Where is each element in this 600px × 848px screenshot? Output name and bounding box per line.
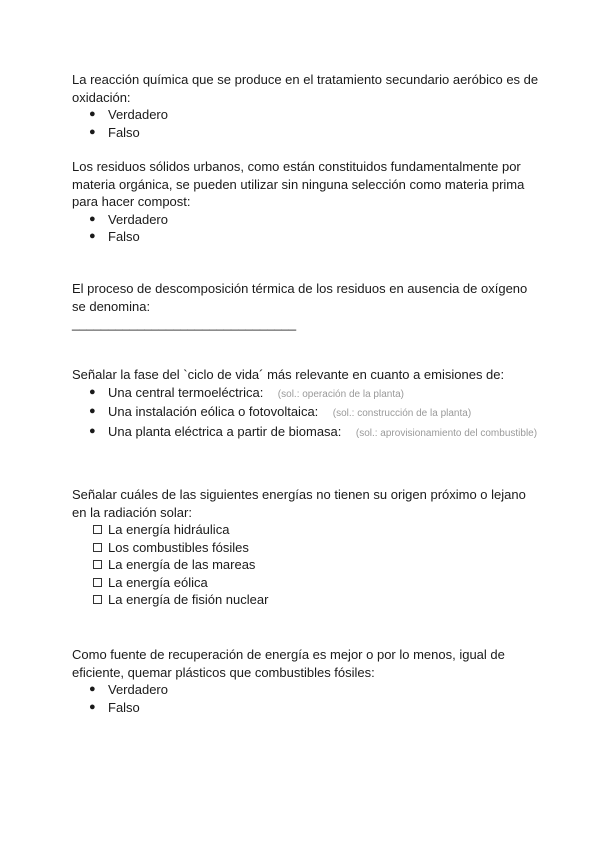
checkbox-item[interactable]: La energía eólica [72, 574, 542, 592]
checkbox-icon[interactable] [93, 543, 102, 552]
solution-hint: (sol.: aprovisionamiento del combustible) [355, 427, 538, 439]
solution-hint: (sol.: construcción de la planta) [332, 408, 472, 419]
question-text: Señalar cuáles de las siguientes energías no tienen su origen próximo o lejano en la radiación solar: [72, 487, 526, 520]
bullet-icon: ● [89, 230, 96, 242]
checkbox-list [72, 521, 542, 609]
checkbox-icon[interactable] [93, 595, 102, 604]
bullet-icon: ● [89, 424, 96, 437]
question-text: Señalar la fase del `ciclo de vida´ más relevante en cuanto a emisiones de: [72, 367, 505, 382]
checkbox-icon[interactable] [93, 578, 102, 587]
question-text: La reacción química que se produce en el tratamiento secundario aeróbico es de oxidación: [72, 72, 539, 105]
list-item: ● Una planta eléctrica a partir de biomasa: (sol.: aprovisionamiento del combustible) [89, 423, 538, 439]
option-list [72, 681, 542, 716]
bullet-icon: ● [89, 212, 96, 225]
question-4 [72, 366, 542, 442]
option-verdadero[interactable]: ● Verdadero [89, 682, 168, 697]
checkbox-item[interactable]: La energía de fisión nuclear [72, 591, 542, 609]
question-text: El proceso de descomposición térmica de los residuos en ausencia de oxígeno se denomina: [72, 281, 528, 314]
bullet-icon: ● [89, 385, 96, 398]
option-falso[interactable]: ● Falso [89, 124, 140, 140]
question-6 [72, 646, 542, 716]
list-item: ● Una central termoeléctrica: (sol.: operación de la planta) [89, 384, 404, 400]
bullet-icon: ● [89, 108, 96, 120]
solution-hint: (sol.: operación de la planta) [277, 388, 404, 400]
question-3 [72, 280, 542, 333]
question-2 [72, 158, 542, 246]
checkbox-item[interactable]: La energía hidráulica [72, 521, 542, 539]
checkbox-icon[interactable] [93, 525, 102, 534]
answer-blank[interactable]: _______________________________ [72, 316, 297, 331]
checkbox-item[interactable]: La energía de las mareas [72, 556, 542, 574]
option-falso[interactable]: ● Falso [89, 699, 140, 715]
bullet-icon: ● [89, 405, 96, 417]
option-falso[interactable]: ● Falso [89, 229, 140, 244]
bullet-icon: ● [89, 125, 96, 138]
question-text: Los residuos sólidos urbanos, como están constituidos fundamentalmente por materia orgánica, se pueden utilizar sin ninguna selección como materia prima para hacer compost: [72, 159, 525, 209]
option-verdadero[interactable]: ● Verdadero [89, 107, 168, 122]
question-5 [72, 486, 542, 609]
option-list [72, 211, 542, 246]
bullet-icon: ● [89, 700, 96, 713]
list-item: ● Una instalación eólica o fotovoltaica: (sol.: construcción de la planta) [89, 404, 472, 419]
checkbox-icon[interactable] [93, 560, 102, 569]
checkbox-item[interactable]: Los combustibles fósiles [72, 539, 542, 557]
option-verdadero[interactable]: ● Verdadero [89, 211, 168, 227]
bullet-icon: ● [89, 683, 96, 695]
question-text: Como fuente de recuperación de energía es mejor o por lo menos, igual de eficiente, quemar plásticos que combustibles fósiles: [72, 647, 505, 680]
option-list [72, 106, 542, 141]
question-1 [72, 71, 542, 141]
item-list [72, 384, 542, 443]
